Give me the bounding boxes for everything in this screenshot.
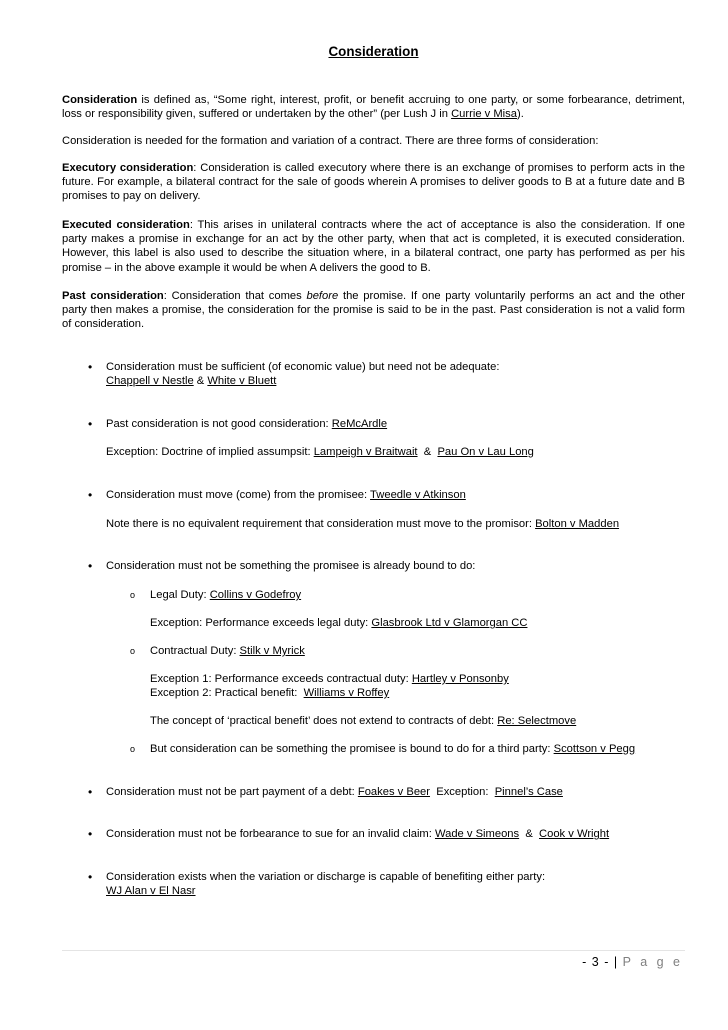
list-item-text [106,785,686,799]
page-number: - 3 - [582,955,614,969]
case-link[interactable]: Stilk v Myrick [239,645,305,657]
past-text-continued: the promise. If one party voluntarily performs an act and the other party then makes a promise, the consideration for the promise is said to be in the past. Past consideration is not a valid form of consideration. [62,290,685,331]
bullet-marker: • [88,417,93,431]
case-link[interactable]: Foakes v Beer [357,786,431,798]
sub-bullet-marker: o [130,646,136,656]
exception-label: Exception: [430,786,495,798]
case-link[interactable]: Cook v Wright [539,828,610,840]
case-link[interactable]: Pau On v Lau Long [437,446,534,458]
sub-list-item-label: But consideration can be something the promisee is bound to do for a third party: [150,743,554,755]
note-line [106,517,686,531]
footer-separator: | [613,955,623,969]
past-emphasis: before [306,290,339,302]
bullet-marker: • [88,360,93,374]
list-item-label: Consideration exists when the variation or discharge is capable of benefiting either party: [106,871,546,883]
case-link[interactable]: Collins v Godefroy [209,589,302,601]
list-item-label: Consideration must move (come) from the promisee: [106,489,371,501]
case-link[interactable]: Tweedle v Atkinson [370,489,466,501]
exception-line [150,686,690,700]
sub-list-item-text [150,644,690,658]
case-link[interactable]: Wade v Simeons [434,828,520,840]
list-item-label: Consideration must be sufficient (of economic value) but need not be adequate: [106,361,500,373]
sub-list-item-label: Contractual Duty: [150,645,240,657]
definition-end: ). [516,108,524,121]
page-label: P a g e [622,955,683,969]
case-link[interactable]: Hartley v Ponsonby [411,673,509,685]
note-label: The concept of ‘practical benefit’ does not extend to contracts of debt: [150,715,498,727]
case-link[interactable]: Bolton v Madden [535,518,620,530]
exception-label: Exception: Doctrine of implied assumpsit: [106,446,314,458]
separator: & [417,446,438,458]
exception-label: Exception 1: Performance exceeds contractual duty: [150,673,412,685]
case-link[interactable]: Glasbrook Ltd v Glamorgan CC [371,617,528,629]
case-link[interactable]: Re: Selectmove [497,715,577,727]
bullet-marker: • [88,870,93,884]
bullet-marker: • [88,827,93,841]
case-link[interactable]: Pinnel’s Case [494,786,563,798]
case-link[interactable]: ReMcArdle [331,418,388,430]
past-text: : Consideration that comes [163,290,307,302]
sub-list-item-label: Legal Duty: [150,589,210,601]
sub-bullet-marker: o [130,590,136,600]
sub-list-item-text [150,588,690,602]
sub-bullet-marker: o [130,744,136,754]
note-label: Note there is no equivalent requirement that consideration must move to the promisor: [106,518,536,530]
executory-term: Executory consideration [62,162,194,174]
page-footer [582,955,683,969]
case-link[interactable]: Scottson v Pegg [553,743,636,755]
note-line [150,714,690,728]
bullet-marker: • [88,559,93,573]
list-item-text [106,417,686,431]
case-link[interactable]: Williams v Roffey [303,687,390,699]
case-link[interactable]: Currie v Misa [451,108,517,121]
list-item-label: Past consideration is not good consideration: [106,418,332,430]
definition-term: Consideration [62,94,138,106]
exception-line [106,445,686,459]
definition-text: is defined as, “Some right, interest, profit, or benefit accruing to one party, or some forbearance, detriment, loss or responsibility given, suffered or undertaken by the other” (per Lush J in [62,94,685,121]
past-paragraph [62,289,685,332]
executed-text: : This arises in unilateral contracts where the act of acceptance is also the consideration. If one party makes a promise in exchange for an act by the other party, when that act is completed, it is executed consideration. However, this label is also used to describe the situation where, in a bilateral contract, one party has performed as per his promise – in the above example it would be when A delivers the good to B. [62,219,685,274]
list-item-label: Consideration must not be something the promisee is already bound to do: [106,560,476,572]
separator: & [193,375,208,388]
case-link[interactable]: Chappell v Nestle [106,375,194,388]
page-title: Consideration [328,44,419,59]
list-item-label: Consideration must not be part payment of a debt: [106,786,358,798]
executed-paragraph [62,218,685,275]
footer-divider [62,950,685,951]
exception-label: Exception: Performance exceeds legal duty: [150,617,372,629]
past-term: Past consideration [62,290,164,302]
list-item-text [106,827,686,841]
executory-paragraph [62,161,685,204]
separator: & [519,828,540,840]
case-link[interactable]: WJ Alan v El Nasr [106,885,196,898]
case-link[interactable]: Lampeigh v Braitwait [313,446,418,458]
list-item-text [106,870,686,898]
sub-list-item-text [150,742,690,756]
exception-label: Exception 2: Practical benefit: [150,687,304,699]
exception-line [150,672,690,686]
intro-paragraph: Consideration is needed for the formation and variation of a contract. There are three forms of consideration: [62,135,599,147]
exception-line [150,616,690,630]
list-item-text [106,488,686,502]
executed-term: Executed consideration [62,219,190,231]
bullet-marker: • [88,785,93,799]
list-item-text [106,360,686,388]
case-link[interactable]: White v Bluett [207,375,277,388]
executory-text: : Consideration is called executory where there is an exchange of promises to perform acts in the future. For example, a bilateral contract for the sale of goods wherein A promises to deliver goods to B at a future date and B promises to pay on delivery. [62,162,685,203]
definition-paragraph [62,93,685,121]
bullet-marker: • [88,488,93,502]
list-item-label: Consideration must not be forbearance to sue for an invalid claim: [106,828,435,840]
